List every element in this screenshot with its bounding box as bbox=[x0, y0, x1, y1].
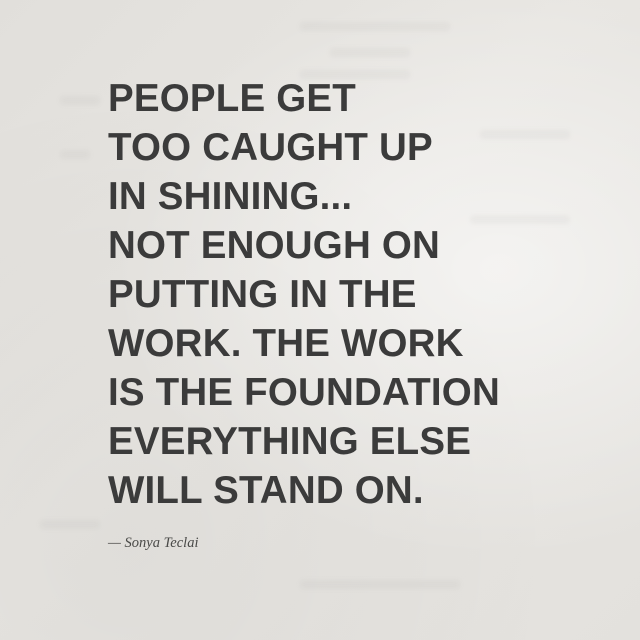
quote-line: WORK. THE WORK bbox=[108, 322, 464, 365]
quote-text bbox=[108, 74, 608, 515]
quote-line: WILL STAND ON. bbox=[108, 469, 424, 512]
quote-line: IN SHINING... bbox=[108, 175, 353, 218]
quote-attribution: — Sonya Teclai bbox=[108, 535, 199, 551]
quote-line: EVERYTHING ELSE bbox=[108, 420, 472, 463]
quote-line: TOO CAUGHT UP bbox=[108, 126, 433, 169]
quote-line: IS THE FOUNDATION bbox=[108, 371, 500, 414]
quote-line: PUTTING IN THE bbox=[108, 273, 417, 316]
quote-line: NOT ENOUGH ON bbox=[108, 224, 440, 267]
quote-line: PEOPLE GET bbox=[108, 77, 357, 120]
